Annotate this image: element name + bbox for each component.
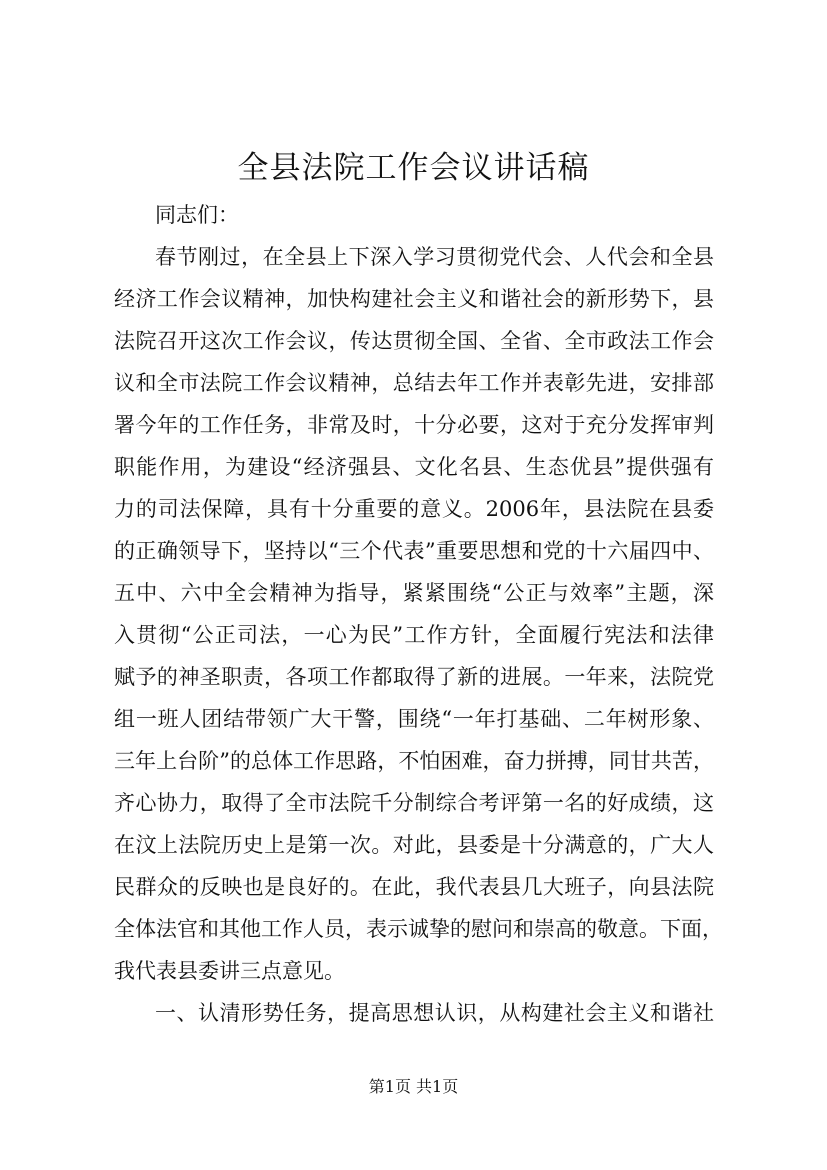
body-line: 春节刚过，在全县上下深入学习贯彻党代会、人代会和全县 — [155, 245, 714, 269]
body-line: 在汶上法院历史上是第一次。对此，县委是十分满意的，广大人 — [114, 833, 714, 857]
body-line: 入贯彻“公正司法，一心为民”工作方针，全面履行宪法和法律 — [114, 623, 714, 647]
body-line: 议和全市法院工作会议精神，总结去年工作并表彰先进，安排部 — [114, 371, 714, 395]
body-line: 民群众的反映也是良好的。在此，我代表县几大班子，向县法院 — [114, 875, 714, 899]
body-line: 赋予的神圣职责，各项工作都取得了新的进展。一年来，法院党 — [114, 665, 714, 689]
body-line: 全体法官和其他工作人员，表示诚挚的慰问和崇高的敬意。下面， — [114, 917, 723, 941]
salutation: 同志们： — [155, 203, 239, 227]
page-footer: 第1页 共1页 — [368, 1077, 459, 1096]
section-heading: 一、认清形势任务，提高思想认识，从构建社会主义和谐社 — [155, 1001, 714, 1025]
body-line: 齐心协力，取得了全市法院千分制综合考评第一名的好成绩，这 — [114, 791, 714, 815]
body-line: 我代表县委讲三点意见。 — [114, 959, 345, 983]
body-line: 法院召开这次工作会议，传达贯彻全国、全省、全市政法工作会 — [114, 329, 714, 353]
body-line: 署今年的工作任务，非常及时，十分必要，这对于充分发挥审判 — [114, 413, 714, 437]
body-line: 组一班人团结带领广大干警，围绕“一年打基础、二年树形象、 — [114, 707, 714, 731]
body-line: 五中、六中全会精神为指导，紧紧围绕“公正与效率”主题，深 — [114, 581, 714, 605]
body-line: 三年上台阶”的总体工作思路，不怕困难，奋力拼搏，同甘共苦， — [114, 749, 714, 773]
body-line: 经济工作会议精神，加快构建社会主义和谐社会的新形势下，县 — [114, 287, 714, 311]
body-line: 职能作用，为建设“经济强县、文化名县、生态优县”提供强有 — [114, 455, 714, 479]
document-title: 全县法院工作会议讲话稿 — [237, 150, 590, 186]
body-line: 的正确领导下，坚持以“三个代表”重要思想和党的十六届四中、 — [114, 539, 714, 563]
body-line: 力的司法保障，具有十分重要的意义。2006年，县法院在县委 — [114, 497, 714, 521]
